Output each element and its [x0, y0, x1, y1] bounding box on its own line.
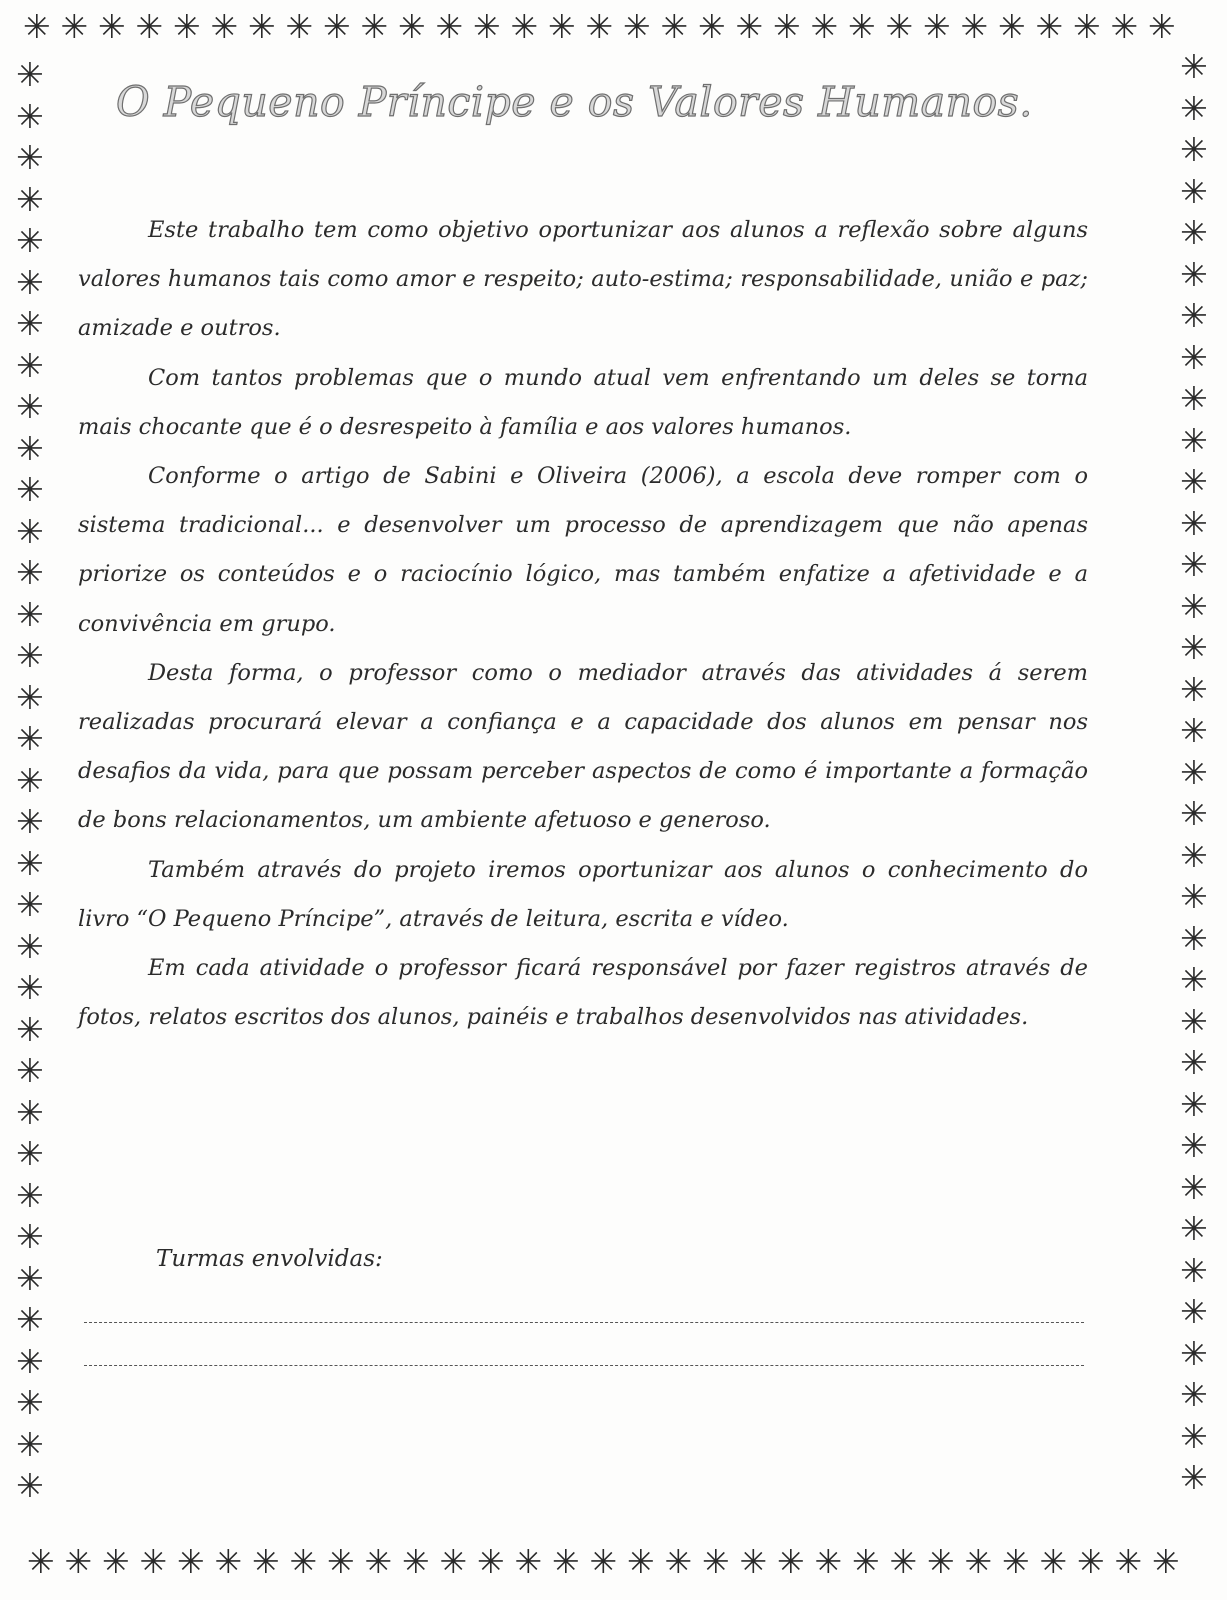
asterisk-flower-icon: ✳ — [626, 1545, 655, 1578]
asterisk-flower-icon: ✳ — [1180, 1250, 1208, 1290]
asterisk-flower-icon: ✳ — [1180, 1001, 1208, 1041]
paragraph-book: Também através do projeto iremos oportunizar aos alunos o conhecimento do livro “O Pequeno Príncipe”, através de leitura, escrita e vídeo. — [78, 856, 1088, 932]
asterisk-flower-icon: ✳ — [1180, 254, 1208, 294]
asterisk-flower-icon: ✳ — [1001, 1545, 1030, 1578]
asterisk-flower-icon: ✳ — [776, 1545, 805, 1578]
asterisk-flower-icon: ✳ — [1180, 1416, 1208, 1456]
asterisk-flower-icon: ✳ — [1180, 711, 1208, 750]
asterisk-flower-icon: ✳ — [16, 1466, 44, 1505]
asterisk-flower-icon: ✳ — [476, 1545, 505, 1578]
asterisk-flower-icon: ✳ — [1180, 337, 1208, 377]
asterisk-flower-icon: ✳ — [1180, 794, 1208, 833]
asterisk-flower-icon: ✳ — [16, 1300, 44, 1339]
asterisk-flower-icon: ✳ — [1180, 1333, 1208, 1373]
asterisk-flower-icon: ✳ — [1180, 213, 1208, 252]
asterisk-flower-icon: ✳ — [1180, 171, 1208, 211]
asterisk-flower-icon: ✳ — [810, 10, 839, 43]
asterisk-flower-icon: ✳ — [16, 760, 44, 800]
asterisk-flower-icon: ✳ — [1180, 420, 1208, 460]
asterisk-flower-icon: ✳ — [1076, 1545, 1105, 1578]
asterisk-flower-icon: ✳ — [1180, 1375, 1208, 1414]
asterisk-flower-icon: ✳ — [1180, 1209, 1208, 1248]
asterisk-flower-icon: ✳ — [701, 1545, 730, 1578]
decorative-border-right — [1180, 50, 1208, 1545]
asterisk-flower-icon: ✳ — [926, 1545, 955, 1578]
asterisk-flower-icon: ✳ — [101, 1545, 130, 1578]
asterisk-flower-icon: ✳ — [16, 926, 44, 966]
asterisk-flower-icon: ✳ — [735, 10, 764, 43]
asterisk-flower-icon: ✳ — [16, 1134, 44, 1173]
asterisk-flower-icon: ✳ — [64, 1545, 93, 1578]
asterisk-flower-icon: ✳ — [772, 10, 801, 43]
asterisk-flower-icon: ✳ — [322, 10, 351, 43]
asterisk-flower-icon: ✳ — [1180, 462, 1208, 501]
body-text — [78, 206, 1088, 1042]
asterisk-flower-icon: ✳ — [16, 1051, 44, 1090]
asterisk-flower-icon: ✳ — [1147, 10, 1176, 43]
asterisk-flower-icon: ✳ — [16, 1175, 44, 1215]
classes-answer-line-2[interactable] — [84, 1365, 1084, 1366]
asterisk-flower-icon: ✳ — [1114, 1545, 1143, 1578]
asterisk-flower-icon: ✳ — [547, 10, 576, 43]
asterisk-flower-icon: ✳ — [16, 1217, 44, 1256]
asterisk-flower-icon: ✳ — [1180, 1043, 1208, 1082]
asterisk-flower-icon: ✳ — [889, 1545, 918, 1578]
asterisk-flower-icon: ✳ — [660, 10, 689, 43]
paragraph-objective: Este trabalho tem como objetivo oportunizar aos alunos a reflexão sobre alguns valores humanos tais como amor e respeito; auto-estima; responsabilidade, união e paz; amizade e outros. — [78, 217, 1088, 342]
paragraph-teacher-role: Desta forma, o professor como o mediador através das atividades á serem realizadas procurará elevar a confiança e a capacidade dos alunos em pensar nos desafios da vida, para que possam perceber aspectos de como é importante a formação de bons relacionamentos, um ambiente afetuoso e generoso. — [78, 659, 1088, 834]
asterisk-flower-icon: ✳ — [585, 10, 614, 43]
classes-answer-line-1[interactable] — [84, 1322, 1084, 1323]
paragraph-problems: Com tantos problemas que o mundo atual vem enfrentando um deles se torna mais chocante que é o desrespeito à família e aos valores humanos. — [78, 364, 1088, 440]
asterisk-flower-icon: ✳ — [739, 1545, 768, 1578]
asterisk-flower-icon: ✳ — [16, 221, 44, 260]
asterisk-flower-icon: ✳ — [26, 1545, 55, 1578]
asterisk-flower-icon: ✳ — [814, 1545, 843, 1578]
asterisk-flower-icon: ✳ — [885, 10, 914, 43]
paragraph-records: Em cada atividade o professor ficará responsável por fazer registros através de fotos, relatos escritos dos alunos, painéis e trabalhos desenvolvidos nas atividades. — [78, 955, 1088, 1031]
asterisk-flower-icon: ✳ — [1180, 752, 1208, 792]
asterisk-flower-icon: ✳ — [139, 1545, 168, 1578]
asterisk-flower-icon: ✳ — [401, 1545, 430, 1578]
asterisk-flower-icon: ✳ — [135, 10, 164, 43]
page-title: O Pequeno Príncipe e os Valores Humanos. — [116, 78, 1033, 126]
asterisk-flower-icon: ✳ — [664, 1545, 693, 1578]
asterisk-flower-icon: ✳ — [16, 262, 44, 302]
asterisk-flower-icon: ✳ — [176, 1545, 205, 1578]
asterisk-flower-icon: ✳ — [285, 10, 314, 43]
asterisk-flower-icon: ✳ — [1180, 1167, 1208, 1207]
asterisk-flower-icon: ✳ — [1180, 835, 1208, 875]
asterisk-flower-icon: ✳ — [16, 1258, 44, 1298]
asterisk-flower-icon: ✳ — [922, 10, 951, 43]
asterisk-flower-icon: ✳ — [16, 1424, 44, 1464]
asterisk-flower-icon: ✳ — [1072, 10, 1101, 43]
asterisk-flower-icon: ✳ — [16, 1009, 44, 1049]
asterisk-flower-icon: ✳ — [210, 10, 239, 43]
asterisk-flower-icon: ✳ — [16, 304, 44, 343]
asterisk-flower-icon: ✳ — [247, 10, 276, 43]
asterisk-flower-icon: ✳ — [16, 843, 44, 883]
asterisk-flower-icon: ✳ — [16, 470, 44, 509]
asterisk-flower-icon: ✳ — [1180, 88, 1208, 128]
asterisk-flower-icon: ✳ — [16, 179, 44, 219]
asterisk-flower-icon: ✳ — [16, 387, 44, 426]
asterisk-flower-icon: ✳ — [1180, 50, 1208, 86]
asterisk-flower-icon: ✳ — [472, 10, 501, 43]
asterisk-flower-icon: ✳ — [435, 10, 464, 43]
asterisk-flower-icon: ✳ — [172, 10, 201, 43]
asterisk-flower-icon: ✳ — [1151, 1545, 1180, 1578]
asterisk-flower-icon: ✳ — [589, 1545, 618, 1578]
asterisk-flower-icon: ✳ — [16, 58, 44, 94]
asterisk-flower-icon: ✳ — [1180, 130, 1208, 169]
asterisk-flower-icon: ✳ — [16, 594, 44, 634]
asterisk-flower-icon: ✳ — [22, 10, 51, 43]
asterisk-flower-icon: ✳ — [514, 1545, 543, 1578]
decorative-border-left — [16, 58, 44, 1543]
asterisk-flower-icon: ✳ — [1180, 1126, 1208, 1165]
decorative-border-top — [18, 10, 1208, 43]
asterisk-flower-icon: ✳ — [360, 10, 389, 43]
asterisk-flower-icon: ✳ — [397, 10, 426, 43]
asterisk-flower-icon: ✳ — [60, 10, 89, 43]
asterisk-flower-icon: ✳ — [16, 802, 44, 841]
asterisk-flower-icon: ✳ — [1180, 1292, 1208, 1331]
asterisk-flower-icon: ✳ — [1180, 586, 1208, 626]
asterisk-flower-icon: ✳ — [16, 677, 44, 717]
asterisk-flower-icon: ✳ — [16, 885, 44, 924]
asterisk-flower-icon: ✳ — [289, 1545, 318, 1578]
asterisk-flower-icon: ✳ — [1180, 1084, 1208, 1124]
asterisk-flower-icon: ✳ — [1180, 545, 1208, 584]
asterisk-flower-icon: ✳ — [251, 1545, 280, 1578]
asterisk-flower-icon: ✳ — [16, 1341, 44, 1381]
asterisk-flower-icon: ✳ — [1180, 918, 1208, 958]
asterisk-flower-icon: ✳ — [847, 10, 876, 43]
asterisk-flower-icon: ✳ — [16, 1092, 44, 1132]
asterisk-flower-icon: ✳ — [851, 1545, 880, 1578]
asterisk-flower-icon: ✳ — [439, 1545, 468, 1578]
asterisk-flower-icon: ✳ — [964, 1545, 993, 1578]
asterisk-flower-icon: ✳ — [1180, 669, 1208, 709]
asterisk-flower-icon: ✳ — [16, 636, 44, 675]
asterisk-flower-icon: ✳ — [551, 1545, 580, 1578]
asterisk-flower-icon: ✳ — [510, 10, 539, 43]
asterisk-flower-icon: ✳ — [1110, 10, 1139, 43]
asterisk-flower-icon: ✳ — [1180, 296, 1208, 335]
asterisk-flower-icon: ✳ — [326, 1545, 355, 1578]
asterisk-flower-icon: ✳ — [97, 10, 126, 43]
asterisk-flower-icon: ✳ — [364, 1545, 393, 1578]
asterisk-flower-icon: ✳ — [1180, 960, 1208, 999]
asterisk-flower-icon: ✳ — [697, 10, 726, 43]
asterisk-flower-icon: ✳ — [1180, 503, 1208, 543]
asterisk-flower-icon: ✳ — [16, 1383, 44, 1422]
decorative-border-bottom — [22, 1545, 1212, 1578]
asterisk-flower-icon: ✳ — [16, 138, 44, 177]
asterisk-flower-icon: ✳ — [16, 345, 44, 385]
asterisk-flower-icon: ✳ — [1039, 1545, 1068, 1578]
asterisk-flower-icon: ✳ — [16, 968, 44, 1007]
asterisk-flower-icon: ✳ — [1035, 10, 1064, 43]
asterisk-flower-icon: ✳ — [997, 10, 1026, 43]
asterisk-flower-icon: ✳ — [960, 10, 989, 43]
asterisk-flower-icon: ✳ — [1180, 877, 1208, 916]
asterisk-flower-icon: ✳ — [1180, 1458, 1208, 1497]
asterisk-flower-icon: ✳ — [16, 511, 44, 551]
asterisk-flower-icon: ✳ — [16, 719, 44, 758]
classes-involved-label: Turmas envolvidas: — [156, 1246, 383, 1272]
asterisk-flower-icon: ✳ — [16, 428, 44, 468]
asterisk-flower-icon: ✳ — [1180, 379, 1208, 418]
asterisk-flower-icon: ✳ — [622, 10, 651, 43]
paragraph-article: Conforme o artigo de Sabini e Oliveira (2006), a escola deve romper com o sistema tradicional... e desenvolver um processo de aprendizagem que não apenas priorize os conteúdos e o raciocínio lógico, mas também enfatize a afetividade e a convivência em grupo. — [78, 463, 1088, 637]
asterisk-flower-icon: ✳ — [1180, 628, 1208, 667]
asterisk-flower-icon: ✳ — [16, 96, 44, 136]
asterisk-flower-icon: ✳ — [214, 1545, 243, 1578]
asterisk-flower-icon: ✳ — [16, 553, 44, 592]
